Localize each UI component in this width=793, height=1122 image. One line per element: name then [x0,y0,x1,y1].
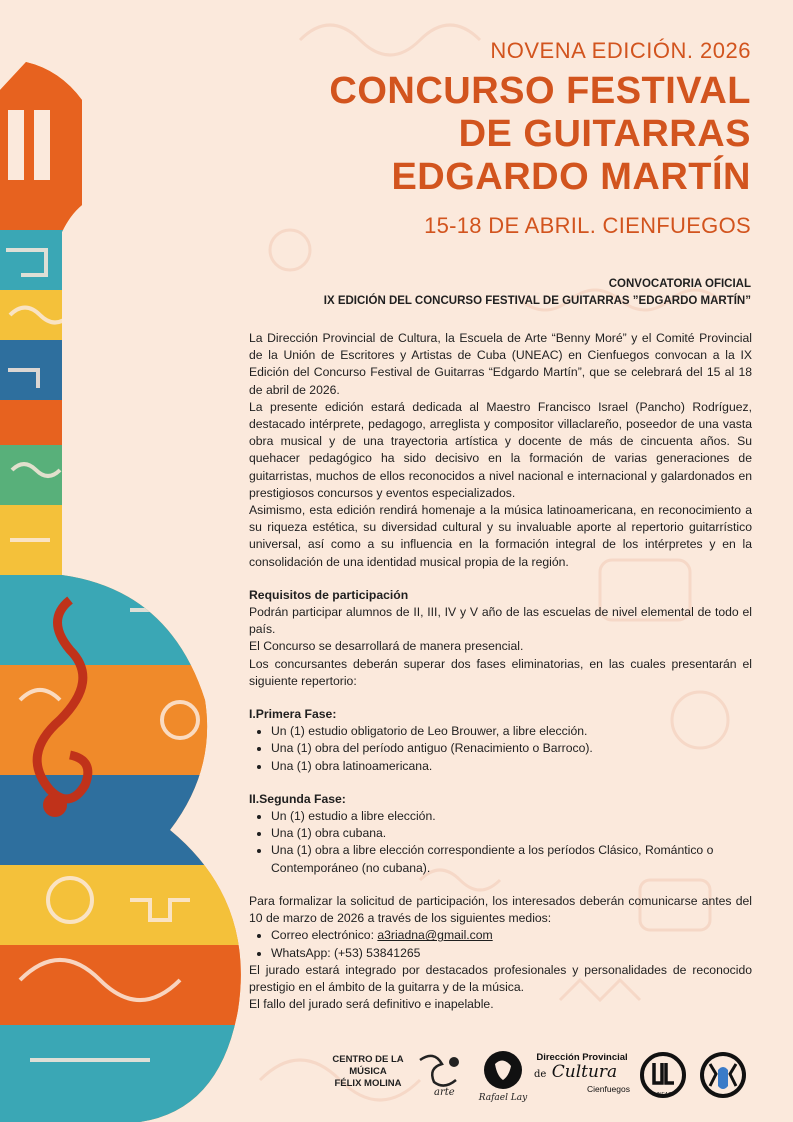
arte-logo-text: arte [434,1087,455,1098]
phase1-list [249,723,752,775]
email-item [271,927,752,944]
requirements-heading: Requisitos de participación [249,587,409,602]
guitar-illustration [0,0,260,1122]
requirements-paragraph-2: El Concurso se desarrollará de manera presencial. [249,639,524,654]
official-call [324,276,751,310]
arte-logo [412,1050,466,1102]
direccion-cultura-logo: Dirección Provincial de Cultura Cienfuegos [534,1052,630,1094]
dates-location: 15-18 DE ABRIL. CIENFUEGOS [424,213,751,238]
phase2-heading: II.Segunda Fase: [249,791,346,806]
jury-paragraph: El jurado estará integrado por destacados profesionales y personalidades de reconocido prestigio en el ámbito de la guitarra y de la música. [249,962,752,994]
list-item: • Un (1) estudio a libre elección. [271,808,752,825]
intro-paragraph-3: Asimismo, esta edición rendirá homenaje a la música latinoamericana, en reconocimiento a su riqueza estética, su diversidad cultural y su invaluable aporte al repertorio guitarrístico universal, así como a su influencia en la formación integral de los intérpretes y en la consolidación de una identidad musical propia de la región. [249,503,752,569]
call-line-2: IX EDICIÓN DEL CONCURSO FESTIVAL DE GUITARRAS ”EDGARDO MARTÍN” [323,295,751,307]
list-item: • Una (1) obra cubana. [271,825,752,842]
email-label: Correo electrónico: [271,928,378,943]
email-link[interactable]: a3riadna@gmail.com [377,928,493,943]
uneac-logo [640,1052,686,1098]
header [329,38,751,239]
rafael-lay-text: Rafael Lay [478,1093,528,1103]
contact-intro: Para formalizar la solicitud de participación, los interesados deberán comunicarse antes del 10 de marzo de 2026 a través de los siguientes medios: [249,893,752,926]
call-line-1: CONVOCATORIA OFICIAL [608,278,751,290]
requirements-paragraph-3: Los concursantes deberán superar dos fases eliminatorias, en las cuales presentarán el siguiente repertorio: [249,656,752,688]
phase1-heading: I.Primera Fase: [249,707,337,722]
requirements-paragraph-1: Podrán participar alumnos de II, III, IV y V año de las escuelas de nivel elemental de todo el país. [249,605,752,637]
title-line-2: DE GUITARRAS [458,113,751,155]
dpc-de: de [534,1069,547,1080]
phase2-list [249,808,752,877]
intro-paragraph-2: La presente edición estará dedicada al Maestro Francisco Israel (Pancho) Rodríguez, destacado intérprete, pedagogo, arreglista y compositor villaclareño, poseedor de una vasta obra musical y de una trayectoria artística y docente de más de cincuenta años. Su quehacer pedagógico ha sido decisivo en la formación de varias generaciones de guitarristas, muchos de ellos reconocidos a nivel nacional e internacional y galardonados en prestigiosos concursos y eventos especializados. [249,399,752,500]
school-logo [698,1050,748,1100]
list-item: • Un (1) estudio obligatorio de Leo Brouwer, a libre elección. [271,723,752,740]
title-line-1: CONCURSO FESTIVAL [329,70,751,112]
intro-paragraph-1: La Dirección Provincial de Cultura, la Escuela de Arte “Benny Moré” y el Comité Provincial de la Unión de Escritores y Artistas de Cuba (UNEAC) en Cienfuegos convocan a la IX Edición del Concurso Festival de Guitarras “Edgardo Martín”, que se celebrará del 15 al 18 de abril de 2026. [249,331,752,397]
contact-list [249,927,752,961]
centro-musica-logo: CENTRO DE LA MÚSICA FÉLIX MOLINA [332,1054,404,1089]
uneac-logo-text: UNEAC [654,1092,672,1098]
dpc-cultura: Cultura [551,1062,618,1082]
verdict-paragraph: El fallo del jurado será definitivo e inapelable. [249,997,494,1012]
rafael-lay-logo [477,1050,529,1104]
body-text [249,330,752,1013]
edition-label: NOVENA EDICIÓN. 2026 [490,38,751,63]
title-line-3: EDGARDO MARTÍN [391,156,751,198]
list-item: • Una (1) obra latinoamericana. [271,758,752,775]
list-item: • Una (1) obra a libre elección correspondiente a los períodos Clásico, Romántico o Contemporáneo (no cubana). [271,842,752,876]
sponsor-logos [332,1048,752,1104]
list-item: • Una (1) obra del período antiguo (Renacimiento o Barroco). [271,740,752,757]
whatsapp-item: • WhatsApp: (+53) 53841265 [271,945,752,962]
